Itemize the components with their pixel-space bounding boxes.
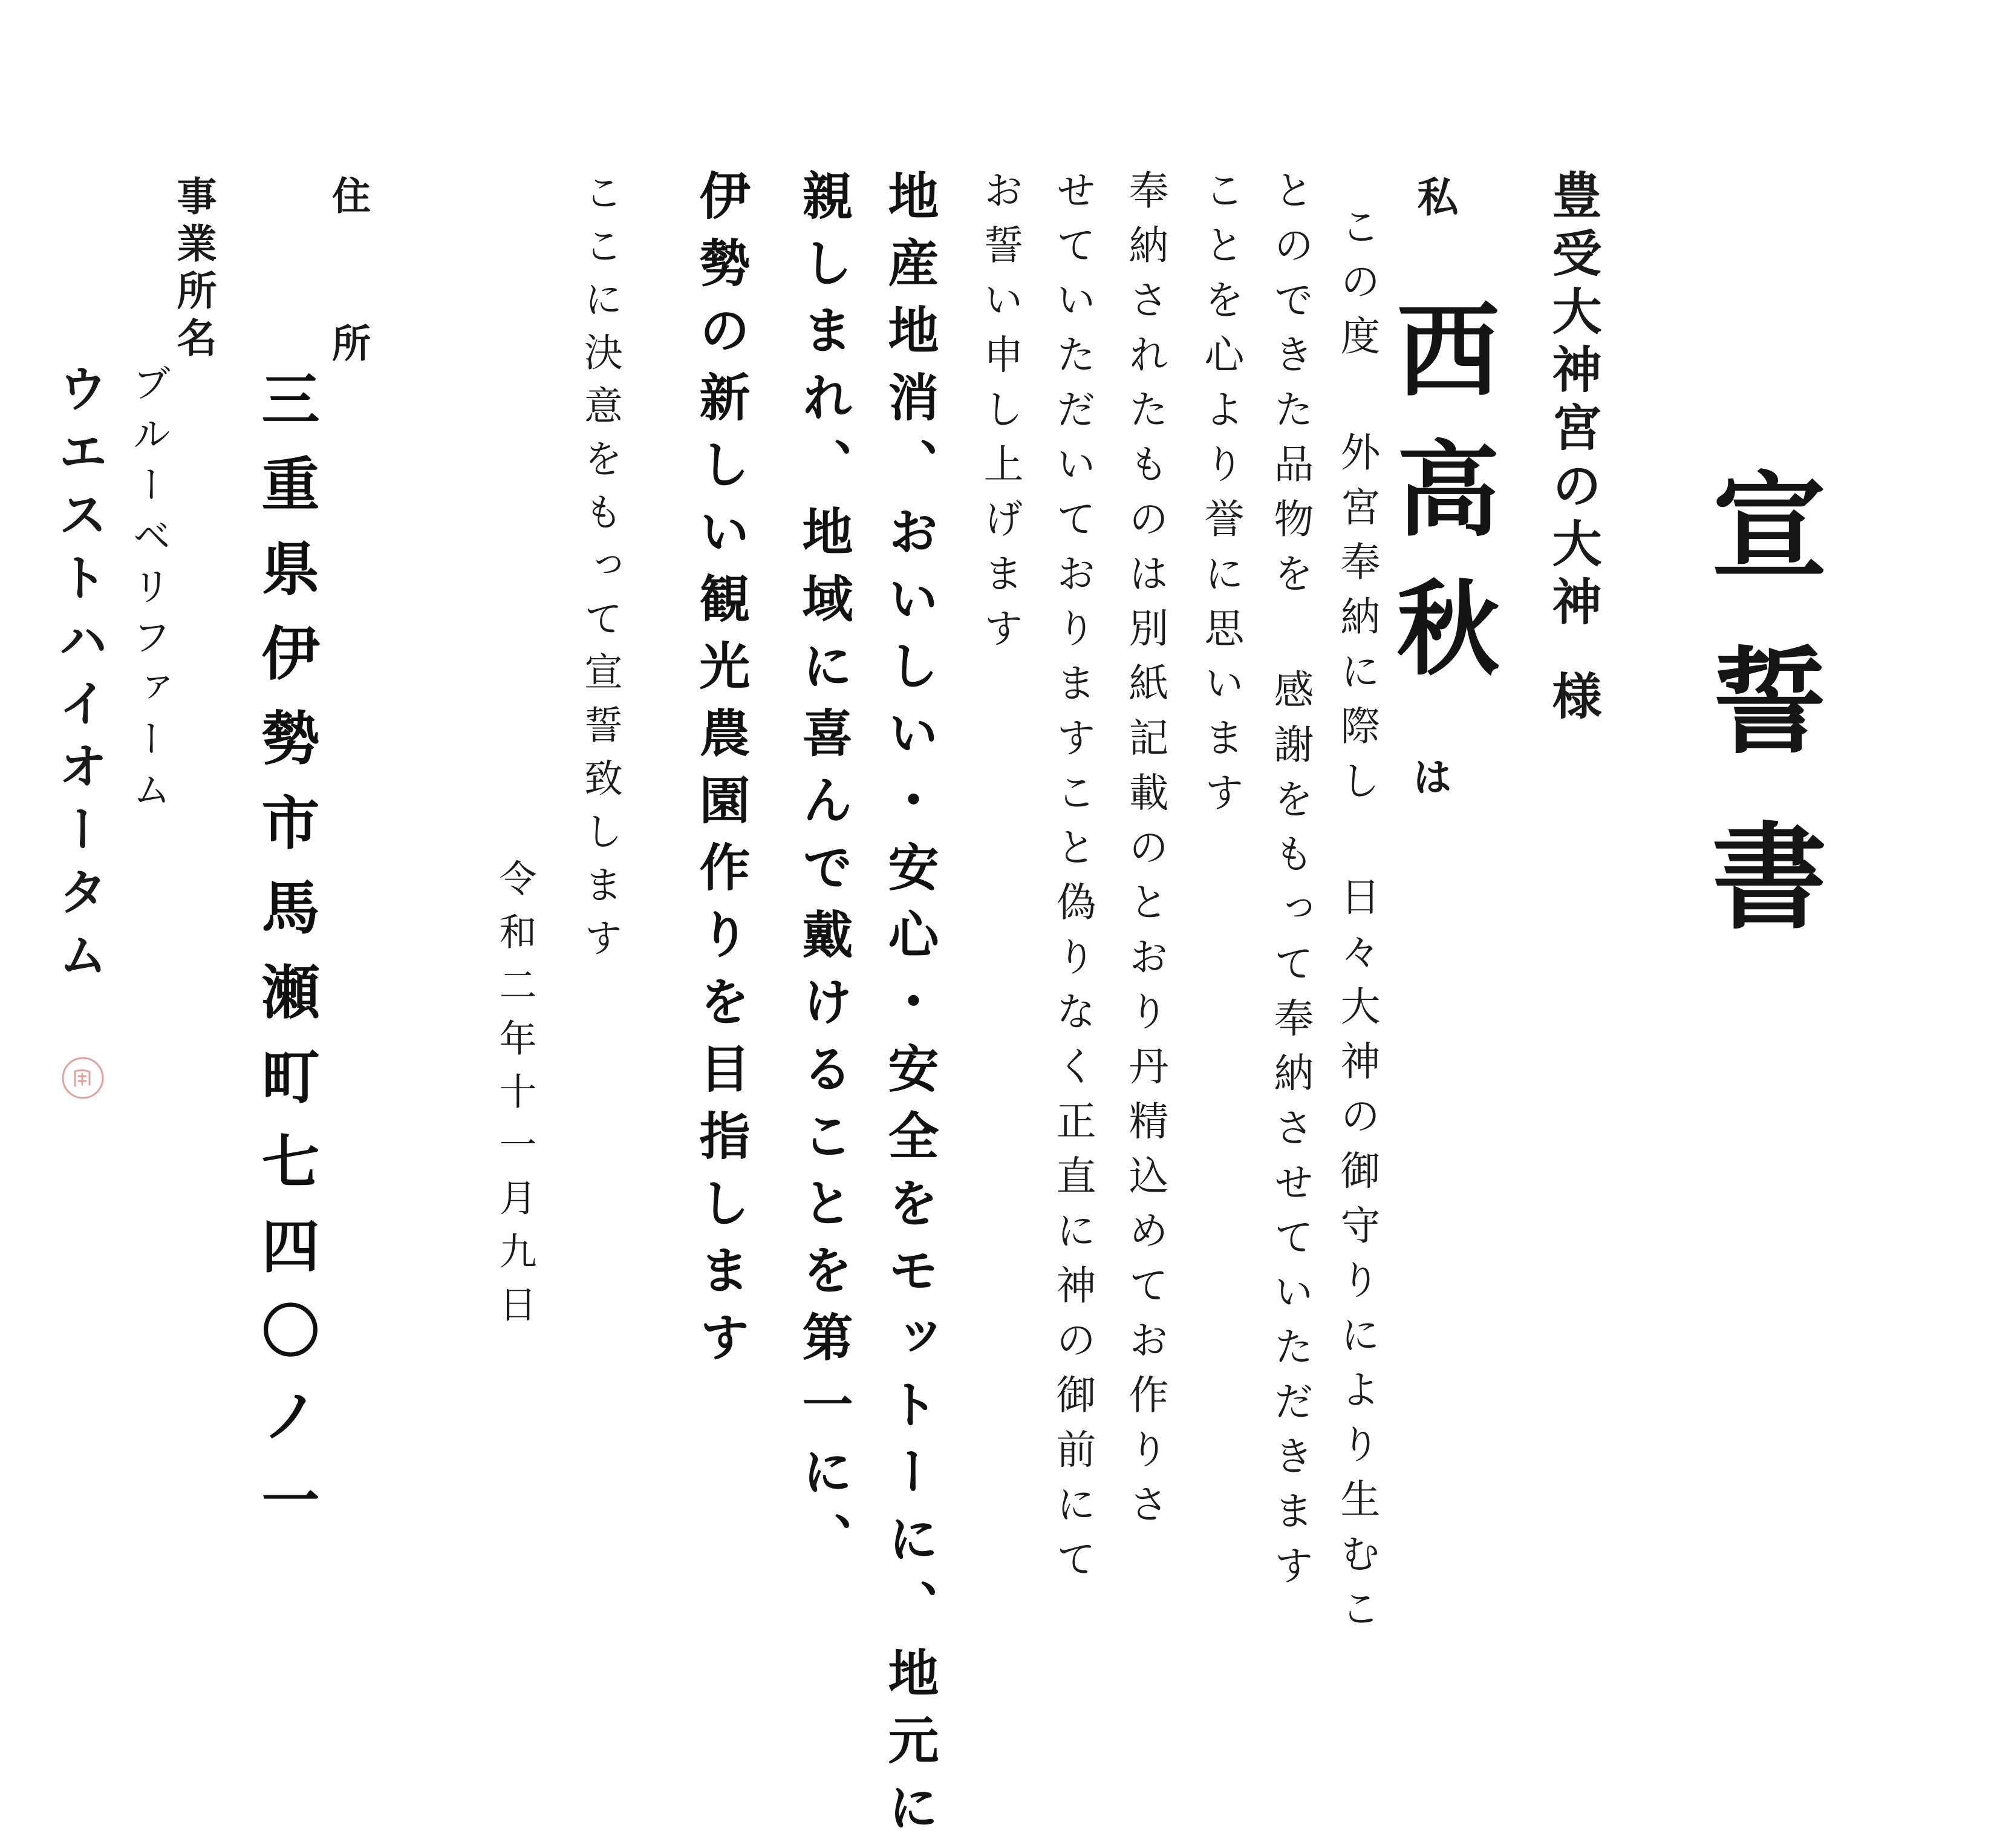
document-date: 令和二年十一月九日 bbox=[493, 859, 537, 1338]
body-line: とのできた品物を 感謝をもって奉納させていただきます bbox=[1267, 169, 1314, 1599]
body-line: ことを心より誉に思います bbox=[1197, 169, 1244, 826]
pledge-line: 地産地消、おいしい・安心・安全をモットーに、地元に bbox=[880, 169, 940, 1848]
addressee-name: 豊受大神宮の大神 bbox=[1544, 169, 1602, 634]
business-name-line2: ウエストハイオータム bbox=[50, 363, 108, 992]
pledger-particle: は bbox=[1406, 756, 1453, 796]
body-line: せていただいておりますこと偽りなく正直に神の御前にて bbox=[1049, 169, 1096, 1593]
address-label: 住所 bbox=[325, 175, 371, 471]
closing-statement: ここに決意をもって宣誓致します bbox=[578, 172, 622, 971]
address-value: 三重県伊勢市馬瀬町七四〇ノ一 bbox=[252, 369, 321, 1555]
pledge-line: 伊勢の新しい観光農園作りを目指します bbox=[691, 169, 751, 1378]
document-title: 宣誓書 bbox=[1693, 466, 1828, 992]
pledger-label: 私 bbox=[1410, 175, 1459, 217]
seal-stamp-icon bbox=[60, 1056, 105, 1100]
body-line: 奉納されたものは別紙記載のとおり丹精込めてお作りさ bbox=[1122, 169, 1168, 1538]
pledge-line: 親しまれ、地域に喜んで戴けることを第一に、 bbox=[794, 169, 854, 1579]
business-name-line1: ブルーベリファーム bbox=[126, 363, 171, 820]
body-line: お誓い申し上げます bbox=[977, 169, 1023, 662]
pledger-name: 西高秋 bbox=[1379, 296, 1500, 714]
body-line: この度 外宮奉納に際し 日々大神の御守りにより生むこ bbox=[1334, 206, 1380, 1642]
addressee bbox=[1544, 169, 1602, 728]
addressee-honorific: 様 bbox=[1544, 670, 1602, 728]
business-name-label: 事業所名 bbox=[170, 175, 217, 364]
